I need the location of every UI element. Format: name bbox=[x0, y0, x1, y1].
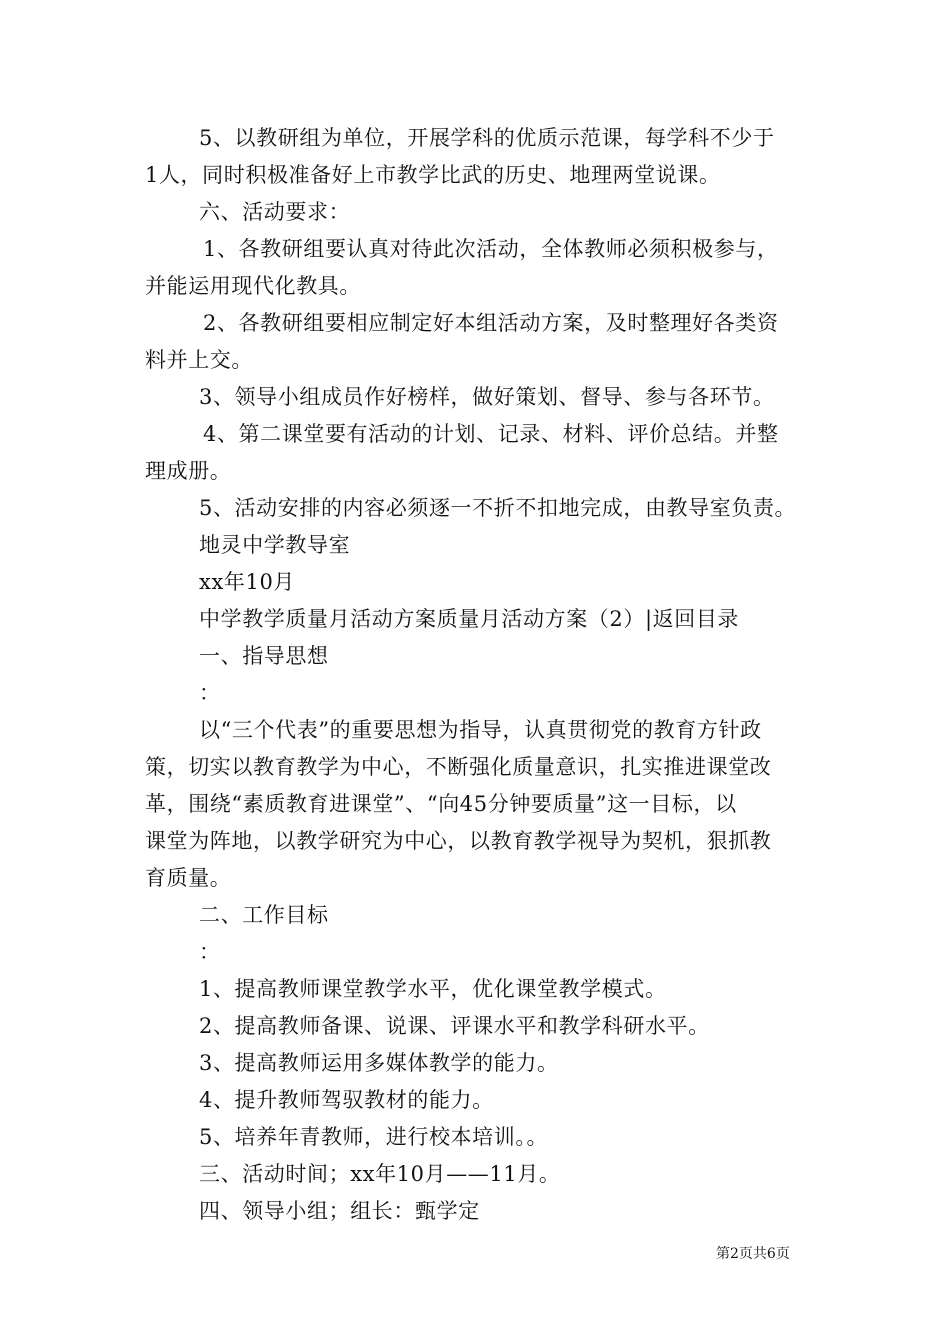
paragraph-line: 4、第二课堂要有活动的计划、记录、材料、评价总结。并整 bbox=[203, 422, 779, 446]
list-item: 2、提高教师备课、说课、评课水平和教学科研水平。 bbox=[199, 1014, 710, 1038]
list-item: 5、培养年青教师，进行校本培训。。 bbox=[199, 1125, 549, 1149]
paragraph-line: 3、领导小组成员作好榜样，做好策划、督导、参与各环节。 bbox=[199, 385, 775, 409]
colon-line: ： bbox=[199, 681, 221, 705]
article-title-link[interactable]: 中学教学质量月活动方案质量月活动方案（2）|返回目录 bbox=[199, 607, 740, 631]
list-item: 1、提高教师课堂教学水平，优化课堂教学模式。 bbox=[199, 977, 667, 1001]
paragraph-line: 2、各教研组要相应制定好本组活动方案，及时整理好各类资 bbox=[203, 311, 779, 335]
paragraph-line: 育质量。 bbox=[145, 866, 232, 890]
paragraph-line: 策，切实以教育教学为中心，不断强化质量意识，扎实推进课堂改 bbox=[145, 755, 772, 779]
section-heading: 三、活动时间；xx年10月——11月。 bbox=[199, 1162, 561, 1186]
section-heading: 二、工作目标 bbox=[199, 903, 329, 927]
section-heading: 一、指导思想 bbox=[199, 644, 329, 668]
paragraph-line: 革，围绕“素质教育进课堂”、“向45分钟要质量”这一目标，以 bbox=[145, 792, 737, 816]
paragraph-line: 5、以教研组为单位，开展学科的优质示范课，每学科不少于 bbox=[199, 126, 775, 150]
signature-date: xx年10月 bbox=[199, 570, 296, 594]
signature-office: 地灵中学教导室 bbox=[199, 533, 351, 557]
paragraph-line: 5、活动安排的内容必须逐一不折不扣地完成，由教导室负责。 bbox=[199, 496, 797, 520]
list-item: 4、提升教师驾驭教材的能力。 bbox=[199, 1088, 494, 1112]
paragraph-line: 1、各教研组要认真对待此次活动，全体教师必须积极参与， bbox=[203, 237, 779, 261]
paragraph-line: 以“三个代表”的重要思想为指导，认真贯彻党的教育方针政 bbox=[199, 718, 762, 742]
list-item: 3、提高教师运用多媒体教学的能力。 bbox=[199, 1051, 559, 1075]
paragraph-line: 课堂为阵地，以教学研究为中心，以教育教学视导为契机，狠抓教 bbox=[145, 829, 772, 853]
section-heading: 六、活动要求： bbox=[199, 200, 351, 224]
paragraph-line: 并能运用现代化教具。 bbox=[145, 274, 361, 298]
paragraph-line: 理成册。 bbox=[145, 459, 232, 483]
page-number-footer: 第2页共6页 bbox=[716, 1246, 790, 1262]
paragraph-line: 1人，同时积极准备好上市教学比武的历史、地理两堂说课。 bbox=[145, 163, 721, 187]
section-heading: 四、领导小组；组长：甄学定 bbox=[199, 1199, 480, 1223]
paragraph-line: 料并上交。 bbox=[145, 348, 253, 372]
colon-line: ： bbox=[199, 940, 221, 964]
